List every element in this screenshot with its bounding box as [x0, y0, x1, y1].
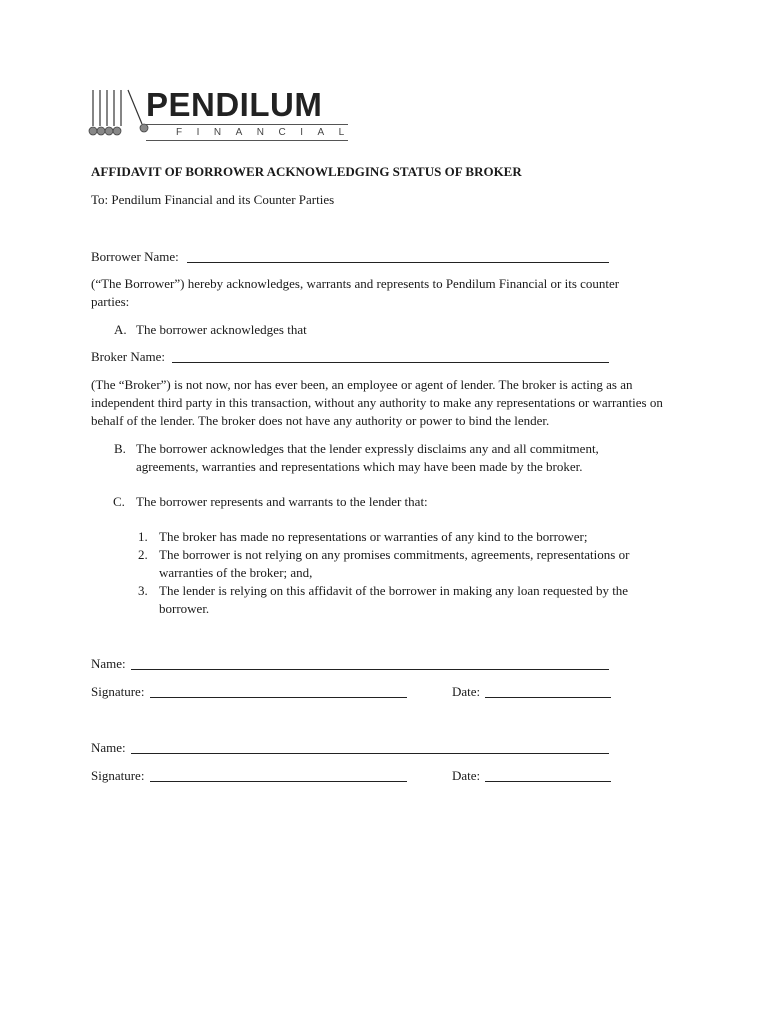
pendulum-logo-icon: [88, 86, 150, 142]
logo-subtitle: FINANCIAL: [176, 127, 359, 138]
logo-underline-bottom: [146, 140, 348, 141]
sub-item-1-marker: 1.: [138, 529, 148, 544]
date-field-2[interactable]: [485, 781, 611, 782]
broker-name-label: Broker Name:: [91, 349, 166, 364]
sub-item-1-text: The broker has made no representations or warranties of any kind to the borrower;: [159, 529, 588, 544]
company-logo: [88, 86, 359, 142]
signature-label-2: Signature:: [91, 768, 145, 783]
name-field-1[interactable]: [131, 669, 609, 670]
item-c-marker: C.: [113, 494, 125, 509]
date-label-2: Date:: [452, 768, 481, 783]
logo-underline: [146, 124, 348, 125]
signature-field-2[interactable]: [150, 781, 407, 782]
to-line: To: Pendilum Financial and its Counter Parties: [91, 192, 335, 207]
date-label-1: Date:: [452, 684, 481, 699]
sub-item-2-text: The borrower is not relying on any promises commitments, agreements, representations or warranties of the broker; and,: [159, 547, 630, 580]
logo-wordmark: PENDILUM: [146, 86, 323, 123]
borrower-name-label: Borrower Name:: [91, 249, 179, 264]
item-b-marker: B.: [114, 441, 126, 456]
signature-field-1[interactable]: [150, 697, 407, 698]
sub-item-3-marker: 3.: [138, 583, 148, 598]
name-label-1: Name:: [91, 656, 126, 671]
sub-item-2-marker: 2.: [138, 547, 148, 562]
signature-label-1: Signature:: [91, 684, 145, 699]
item-b-text: The borrower acknowledges that the lender expressly disclaims any and all commitment, agreements, warranties and representations which may have been made by the broker.: [136, 441, 599, 474]
date-field-1[interactable]: [485, 697, 611, 698]
borrower-name-field[interactable]: [187, 262, 609, 263]
document-title: AFFIDAVIT OF BORROWER ACKNOWLEDGING STATUS OF BROKER: [91, 164, 522, 179]
item-a-marker: A.: [114, 322, 127, 337]
sub-item-3-text: The lender is relying on this affidavit of the borrower in making any loan requested by the borrower.: [159, 583, 629, 616]
broker-name-field[interactable]: [172, 362, 609, 363]
name-field-2[interactable]: [131, 753, 609, 754]
borrower-paragraph: (“The Borrower”) hereby acknowledges, warrants and represents to Pendilum Financial or its counter parties:: [91, 276, 620, 309]
broker-paragraph: (The “Broker”) is not now, nor has ever been, an employee or agent of lender. The broker is acting as an independent third party in this transaction, without any authority to make any representations or warranties on behalf of the lender. The broker does not have any authority or power to bind the lender.: [91, 377, 663, 428]
item-a-text: The borrower acknowledges that: [136, 322, 307, 337]
item-c-text: The borrower represents and warrants to the lender that:: [136, 494, 428, 509]
name-label-2: Name:: [91, 740, 126, 755]
